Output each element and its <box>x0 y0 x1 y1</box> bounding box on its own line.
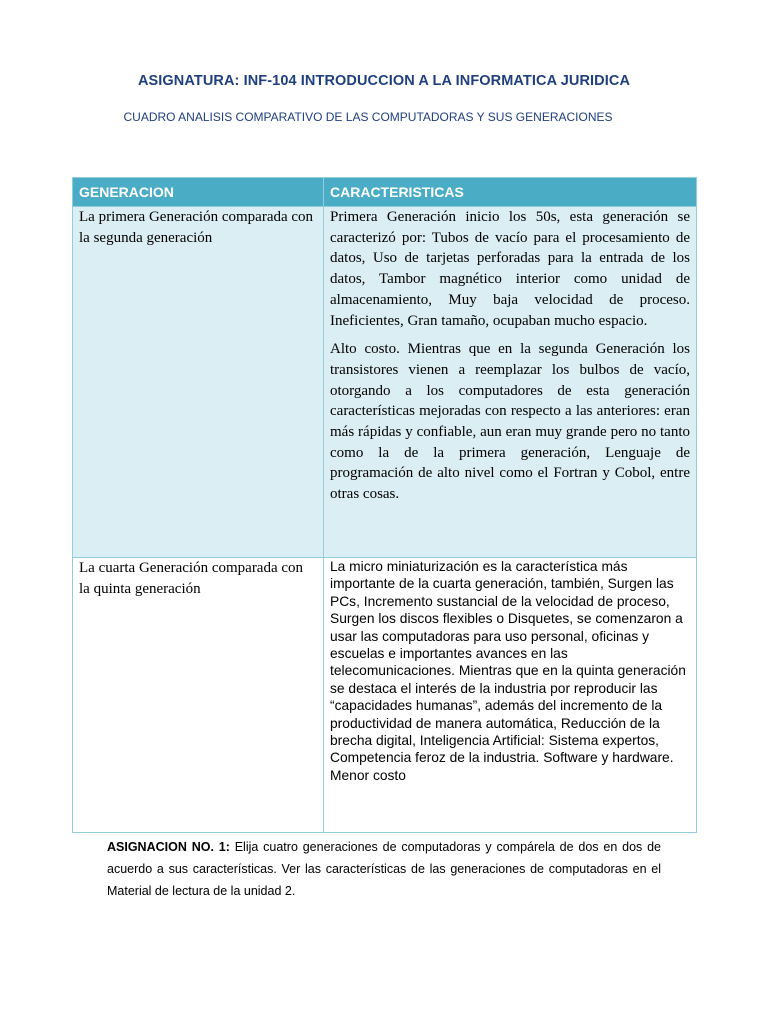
page-title: ASIGNATURA: INF-104 INTRODUCCION A LA INFORMATICA JURIDICA <box>137 73 631 89</box>
column-header-generacion: GENERACION <box>73 178 324 207</box>
characteristics-cell: La micro miniaturización es la característica más importante de la cuarta generación, también, Surgen las PCs, Incremento sustancial de la velocidad de proceso, Surgen los discos flexibles o Disquetes, se comenzaron a usar las computadoras para uso personal, oficinas y escuelas e importantes avances en las telecomunicaciones. Mientras que en la quinta generación se destaca el interés de la industria por reproducir las “capacidades humanas”, además del incremento de la productividad de manera automática, Reducción de la brecha digital, Inteligencia Artificial: Sistema expertos, Competencia feroz de la industria. Software y hardware. Menor costo <box>324 558 697 833</box>
comparison-table <box>72 177 697 833</box>
column-header-caracteristicas: CARACTERISTICAS <box>324 178 697 207</box>
assignment-text <box>107 836 661 902</box>
assignment-body: Elija cuatro generaciones de computadoras y compárela de dos en dos de acuerdo a sus características. Ver las características de las generaciones de computadoras en el Material de lectura de la unidad 2. <box>107 840 661 898</box>
generation-cell: La cuarta Generación comparada con la quinta generación <box>73 558 324 833</box>
table-row <box>73 207 697 558</box>
assignment-lead: ASIGNACION NO. 1: <box>107 840 230 854</box>
generation-cell: La primera Generación comparada con la segunda generación <box>73 207 324 558</box>
table-row <box>73 558 697 833</box>
page-subtitle: CUADRO ANALISIS COMPARATIVO DE LAS COMPUTADORAS Y SUS GENERACIONES <box>123 110 613 124</box>
characteristics-cell <box>324 207 697 558</box>
characteristics-paragraph: Alto costo. Mientras que en la segunda Generación los transistores vienen a reemplazar los bulbos de vacío, otorgando a los computadores de esta generación características mejoradas con respecto a las anteriores: eran más rápidas y confiable, aun eran muy grande pero no tanto como la de la primera generación, Lenguaje de programación de alto nivel como el Fortran y Cobol, entre otras cosas. <box>330 341 690 503</box>
table-header-row <box>73 178 697 207</box>
characteristics-paragraph: Primera Generación inicio los 50s, esta generación se caracterizó por: Tubos de vacío para el procesamiento de datos, Uso de tarjetas perforadas para la entrada de los datos, Tambor magnético interior como unidad de almacenamiento, Muy baja velocidad de proceso. Ineficientes, Gran tamaño, ocupaban mucho espacio. <box>330 209 690 329</box>
